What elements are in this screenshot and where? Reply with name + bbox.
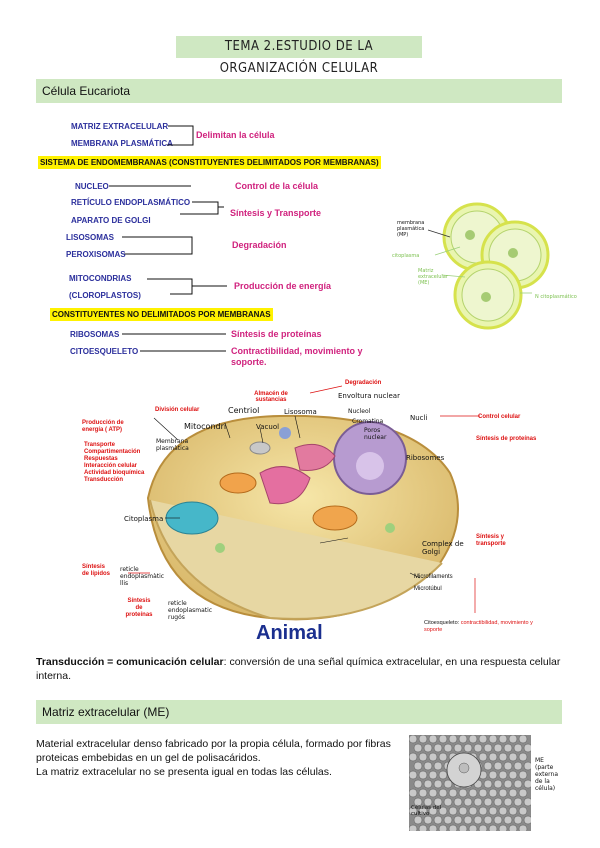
label-citoesq	[424, 620, 544, 634]
citoesq-key: Citoesqueleto:	[424, 620, 460, 626]
me-paragraph	[36, 737, 396, 779]
label-mitocondri: Mitocondri	[184, 422, 227, 431]
tree-label: Delimitan la célula	[196, 130, 275, 140]
tree-item: RETÍCULO ENDOPLASMÁTICO	[71, 198, 191, 207]
label-sintesis-prot: Síntesis de proteínas	[476, 436, 537, 442]
endo-header: SISTEMA DE ENDOMEMBRANAS (CONSTITUYENTES DELIMITADOS POR MEMBRANAS)	[40, 158, 379, 167]
section-header-me: Matriz extracelular (ME)	[36, 700, 562, 724]
eukaryote-tree	[36, 110, 416, 380]
tree-label: Síntesis de proteínas	[231, 329, 322, 339]
n-cito-label: N citoplasmático	[535, 294, 577, 300]
label-citoplasma: Citoplasma	[124, 515, 164, 523]
tree-item: MEMBRANA PLASMÁTICA	[71, 139, 173, 148]
label-sintesis-transp: Síntesis y transporte	[476, 534, 506, 547]
label-golgi: Complex de Golgi	[422, 540, 464, 556]
mp-label: membrana plasmática (MP)	[397, 220, 425, 238]
tree-item: MITOCONDRIAS	[69, 274, 132, 283]
tree-label: Producción de energía	[234, 281, 332, 291]
label-vacuol: Vacuol	[256, 423, 280, 431]
section-header-eucariota: Célula Eucariota	[36, 79, 562, 103]
photo-me-label: ME (parte externa de la célula)	[535, 757, 559, 792]
label-control: Control celular	[478, 414, 521, 420]
label-centriol: Centriol	[228, 406, 260, 415]
cells-drawing	[390, 195, 595, 335]
label-degradacion: Degradación	[345, 380, 382, 386]
label-lisosoma: Lisosoma	[284, 408, 317, 416]
me-label: Matriz extracelular (ME)	[418, 268, 448, 286]
transduccion-paragraph	[36, 655, 566, 683]
label-energia: Producción de energía ( ATP)	[82, 420, 124, 433]
tree-label: Control de la célula	[235, 181, 319, 191]
label-almacen: Almacén de sustancias	[254, 391, 288, 403]
me-text-2: La matriz extracelular no se presenta igual en todas las células.	[36, 766, 332, 778]
citoesq-val: contractibilidad, movimiento y soporte	[424, 620, 533, 633]
tree-item: PEROXISOMAS	[66, 250, 126, 259]
me-micrograph	[409, 735, 561, 831]
animal-cell-figure	[80, 378, 550, 646]
cito-label: citoplasma	[392, 253, 420, 259]
me-text-1: Material extracelular denso fabricado por la propia célula, formado por fibras proteicas embebidas en un gel de polisacáridos.	[36, 738, 391, 764]
label-envoltura: Envoltura nuclear	[338, 392, 400, 400]
transduccion-definition: : conversión de una señal química extracelular, en una respuesta celular interna.	[36, 656, 561, 682]
tree-item: CITOESQUELETO	[70, 347, 139, 356]
tree-label: Síntesis y Transporte	[230, 208, 322, 218]
tree-lines	[36, 110, 416, 380]
label-division: División celular	[155, 407, 200, 413]
animal-title: Animal	[256, 622, 323, 644]
label-microtubul: Microtúbul	[414, 586, 442, 592]
tree-item: NUCLEO	[75, 182, 109, 191]
tree-item: MATRIZ EXTRACELULAR	[71, 122, 169, 131]
tree-label: Contractibilidad, movimiento y soporte.	[231, 346, 363, 367]
label-poros: Poros nuclear	[364, 427, 387, 441]
tree-item: RIBOSOMAS	[70, 330, 120, 339]
label-sintesis-prot2: Síntesis de proteínas	[125, 598, 153, 618]
label-nucli: Nucli	[410, 414, 428, 422]
tree-item: APARATO DE GOLGI	[71, 216, 151, 225]
label-funciones: Transporte Compartimentación Respuestas Interacción celular Actividad bioquímica Transducción	[84, 442, 145, 483]
tree-item: LISOSOMAS	[66, 233, 115, 242]
label-ribosomes: Ribosomes	[406, 454, 445, 462]
label-reticle-rugos: reticle endoplasmatic rugós	[168, 600, 213, 621]
cells-diagram	[390, 195, 595, 335]
label-microfilaments: Microfilaments	[414, 574, 453, 580]
transduccion-term: Transducción = comunicación celular	[36, 656, 224, 668]
label-sintesis-lip: Síntesis de lípidos	[82, 564, 111, 577]
label-nucleol: Nucleol	[348, 408, 371, 415]
tree-item: (CLOROPLASTOS)	[69, 291, 141, 300]
tree-label: Degradación	[232, 240, 287, 250]
photo-label2: Células del cultivo	[411, 805, 442, 817]
page-title	[176, 36, 422, 76]
noendo-header: CONSTITUYENTES NO DELIMITADOS POR MEMBRANAS	[52, 310, 271, 319]
title-text: TEMA 2.ESTUDIO DE LA ORGANIZACIÓN CELULAR	[219, 39, 379, 76]
label-membrana: Membrana plasmàtica	[156, 438, 189, 452]
label-cromatina: Cromatina	[352, 418, 384, 425]
label-reticle-llis: reticle endoplasmàtic llis	[120, 566, 165, 587]
